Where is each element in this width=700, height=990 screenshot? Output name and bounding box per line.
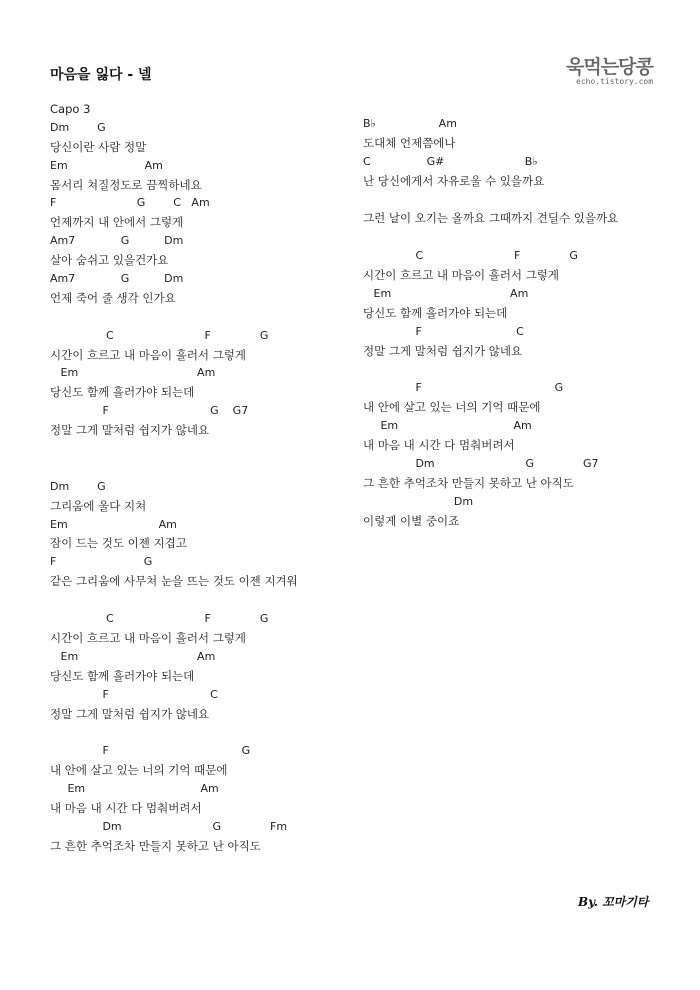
- right-column: [363, 115, 673, 531]
- chord-line: C F G: [50, 328, 269, 342]
- lyric-line: 내 마음 내 시간 다 멈춰버려서: [50, 800, 202, 815]
- chord-line: Em Am: [363, 287, 529, 301]
- lyric-line: 정말 그게 말처럼 쉽지가 않네요: [363, 343, 523, 358]
- lyric-line: 당신도 함께 흘러가야 되는데: [50, 668, 195, 683]
- chord-line: Em Am: [50, 649, 216, 663]
- chord-line: Em Am: [50, 782, 219, 796]
- chord-line: Am7 G Dm: [50, 272, 184, 286]
- lyric-line: 언제까지 내 안에서 그렇게: [50, 215, 184, 230]
- lyric-line: 당신도 함께 흘러가야 되는데: [363, 305, 508, 320]
- lyric-line: 그리움에 울다 지쳐: [50, 498, 147, 513]
- chord-line: Dm G Fm: [50, 819, 288, 833]
- lyric-line: 살아 숨쉬고 있을건가요: [50, 253, 169, 268]
- left-column: [50, 100, 360, 856]
- lyric-line: 이렇게 이별 중이죠: [363, 513, 460, 528]
- lyric-line: 당신이란 사람 정말: [50, 139, 147, 154]
- logo-text: 욱먹는당콩: [566, 56, 653, 78]
- chord-line: C F G: [363, 249, 578, 263]
- chord-line: Dm: [363, 494, 474, 508]
- blank-line: [50, 308, 360, 327]
- chord-line: Am7 G Dm: [50, 234, 184, 248]
- lyric-line: 언제 죽어 줄 생각 인가요: [50, 290, 176, 305]
- blank-line: [363, 191, 673, 210]
- blank-line: [50, 459, 360, 478]
- chord-line: Dm G G7: [363, 457, 599, 471]
- lyric-line: 그 흔한 추억조차 만들지 못하고 난 아직도: [50, 838, 261, 853]
- chord-line: F G: [50, 744, 251, 758]
- chord-line: Em Am: [50, 366, 216, 380]
- blog-logo: [566, 52, 662, 86]
- lyric-line: 시간이 흐르고 내 마음이 흘러서 그렇게: [50, 630, 247, 645]
- logo-url: echo.tistory.com: [576, 77, 654, 86]
- lyric-line: 내 마음 내 시간 다 멈춰버려서: [363, 438, 515, 453]
- lyric-line: 같은 그리움에 사무쳐 눈을 뜨는 것도 이젠 지겨워: [50, 574, 298, 589]
- lyric-line: 내 안에 살고 있는 너의 기억 때문에: [363, 400, 541, 415]
- lyric-line: 시간이 흐르고 내 마음이 흘러서 그렇게: [363, 268, 560, 283]
- blank-line: [50, 591, 360, 610]
- signature: By. 꼬마기타: [578, 895, 649, 909]
- chord-line: F C: [50, 687, 218, 701]
- lyric-line: 내 안에 살고 있는 너의 기억 때문에: [50, 763, 228, 778]
- lyric-line: 난 당신에게서 자유로울 수 있을까요: [363, 173, 545, 188]
- lyric-line: 그 흔한 추억조차 만들지 못하고 난 아직도: [363, 475, 574, 490]
- lyric-line: 잠이 드는 것도 이젠 지겹고: [50, 536, 187, 551]
- chord-line: Em Am: [50, 158, 163, 172]
- lyric-line: 도대체 언제쯤에나: [363, 135, 456, 150]
- chord-line: F G: [50, 555, 153, 569]
- lyric-line: Capo 3: [50, 102, 91, 116]
- chord-line: Em Am: [50, 517, 177, 531]
- chord-line: Dm G: [50, 479, 106, 493]
- chord-line: C G# B♭: [363, 154, 538, 168]
- lyric-line: 몸서리 쳐질정도로 끔찍하네요: [50, 177, 202, 192]
- chord-line: F G G7: [50, 404, 249, 418]
- chord-line: F G: [363, 381, 564, 395]
- chord-line: Em Am: [363, 419, 532, 433]
- chord-line: F G C Am: [50, 196, 210, 210]
- blank-line: [363, 228, 673, 247]
- lyric-line: 정말 그게 말처럼 쉽지가 않네요: [50, 706, 210, 721]
- page-title: 마음을 잃다 - 넬: [50, 67, 152, 83]
- blank-line: [50, 440, 360, 459]
- blank-line: [363, 361, 673, 380]
- chord-line: F C: [363, 324, 524, 338]
- chord-line: C F G: [50, 612, 269, 626]
- chord-line: B♭ Am: [363, 117, 457, 130]
- chord-line: Dm G: [50, 120, 106, 134]
- lyric-line: 시간이 흐르고 내 마음이 흘러서 그렇게: [50, 347, 247, 362]
- lyric-line: 그런 날이 오기는 올까요 그때까지 견딜수 있을까요: [363, 211, 619, 226]
- blank-line: [50, 723, 360, 742]
- lyric-line: 정말 그게 말처럼 쉽지가 않네요: [50, 423, 210, 438]
- lyric-line: 당신도 함께 흘러가야 되는데: [50, 385, 195, 400]
